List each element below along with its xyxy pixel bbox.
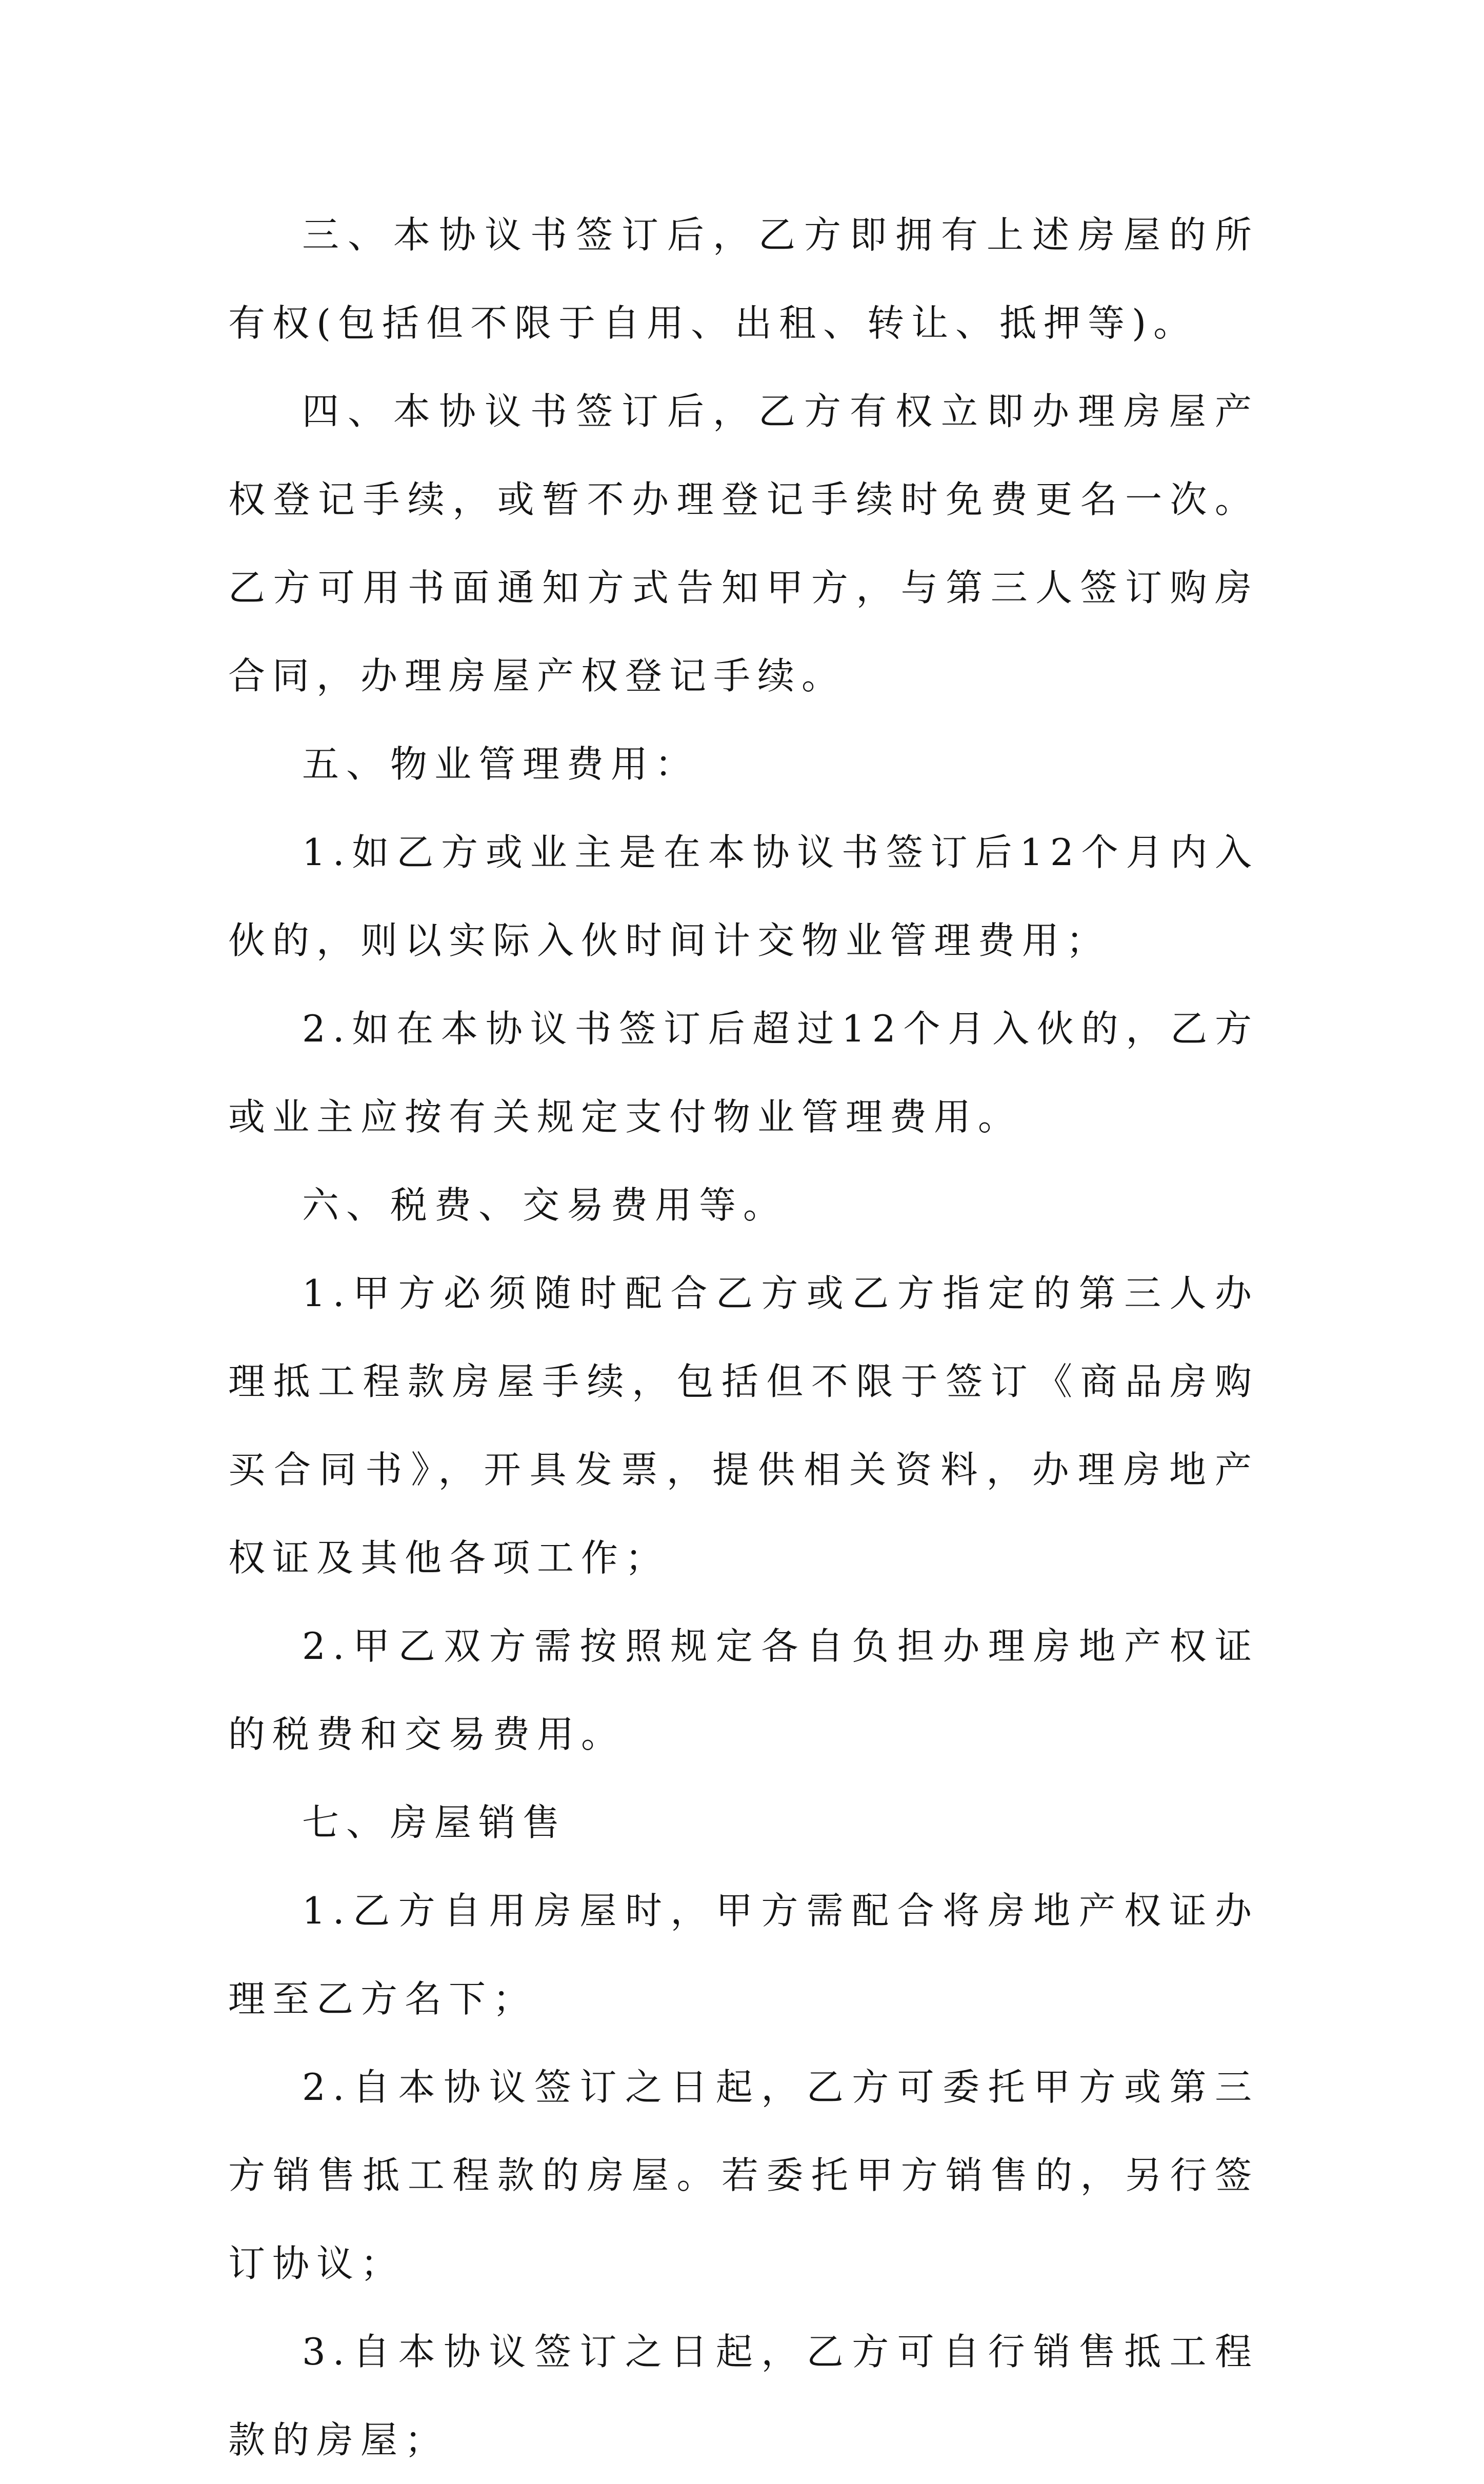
document-body <box>228 191 1259 2484</box>
paragraph-clause-5-item-1: 1.如乙方或业主是在本协议书签订后12个月内入伙的，则以实际入伙时间计交物业管理费用； <box>228 831 1259 962</box>
paragraph-clause-7-item-1: 1.乙方自用房屋时，甲方需配合将房地产权证办理至乙方名下； <box>228 1889 1259 2020</box>
paragraph-clause-6-item-2: 2.甲乙双方需按照规定各自负担办理房地产权证的税费和交易费用。 <box>228 1625 1259 1756</box>
paragraph-clause-6-item-1: 1.甲方必须随时配合乙方或乙方指定的第三人办理抵工程款房屋手续，包括但不限于签订《商品房购买合同书》，开具发票，提供相关资料，办理房地产权证及其他各项工作； <box>228 1272 1259 1579</box>
paragraph-clause-7-item-3: 3.自本协议签订之日起，乙方可自行销售抵工程款的房屋； <box>228 2330 1259 2461</box>
paragraph-clause-5-item-2: 2.如在本协议书签订后超过12个月入伙的，乙方或业主应按有关规定支付物业管理费用。 <box>228 1007 1259 1138</box>
paragraph-clause-7-heading: 七、房屋销售 <box>302 1801 567 1844</box>
paragraph-clause-6-heading: 六、税费、交易费用等。 <box>302 1184 788 1227</box>
paragraph-clause-4: 四、本协议书签订后，乙方有权立即办理房屋产权登记手续，或暂不办理登记手续时免费更名一次。乙方可用书面通知方式告知甲方，与第三人签订购房合同，办理房屋产权登记手续。 <box>228 390 1259 697</box>
paragraph-clause-7-item-2: 2.自本协议签订之日起，乙方可委托甲方或第三方销售抵工程款的房屋。若委托甲方销售的，另行签订协议； <box>228 2066 1259 2285</box>
paragraph-clause-3: 三、本协议书签订后，乙方即拥有上述房屋的所有权(包括但不限于自用、出租、转让、抵押等)。 <box>228 213 1259 345</box>
paragraph-clause-5-heading: 五、物业管理费用： <box>302 743 699 786</box>
